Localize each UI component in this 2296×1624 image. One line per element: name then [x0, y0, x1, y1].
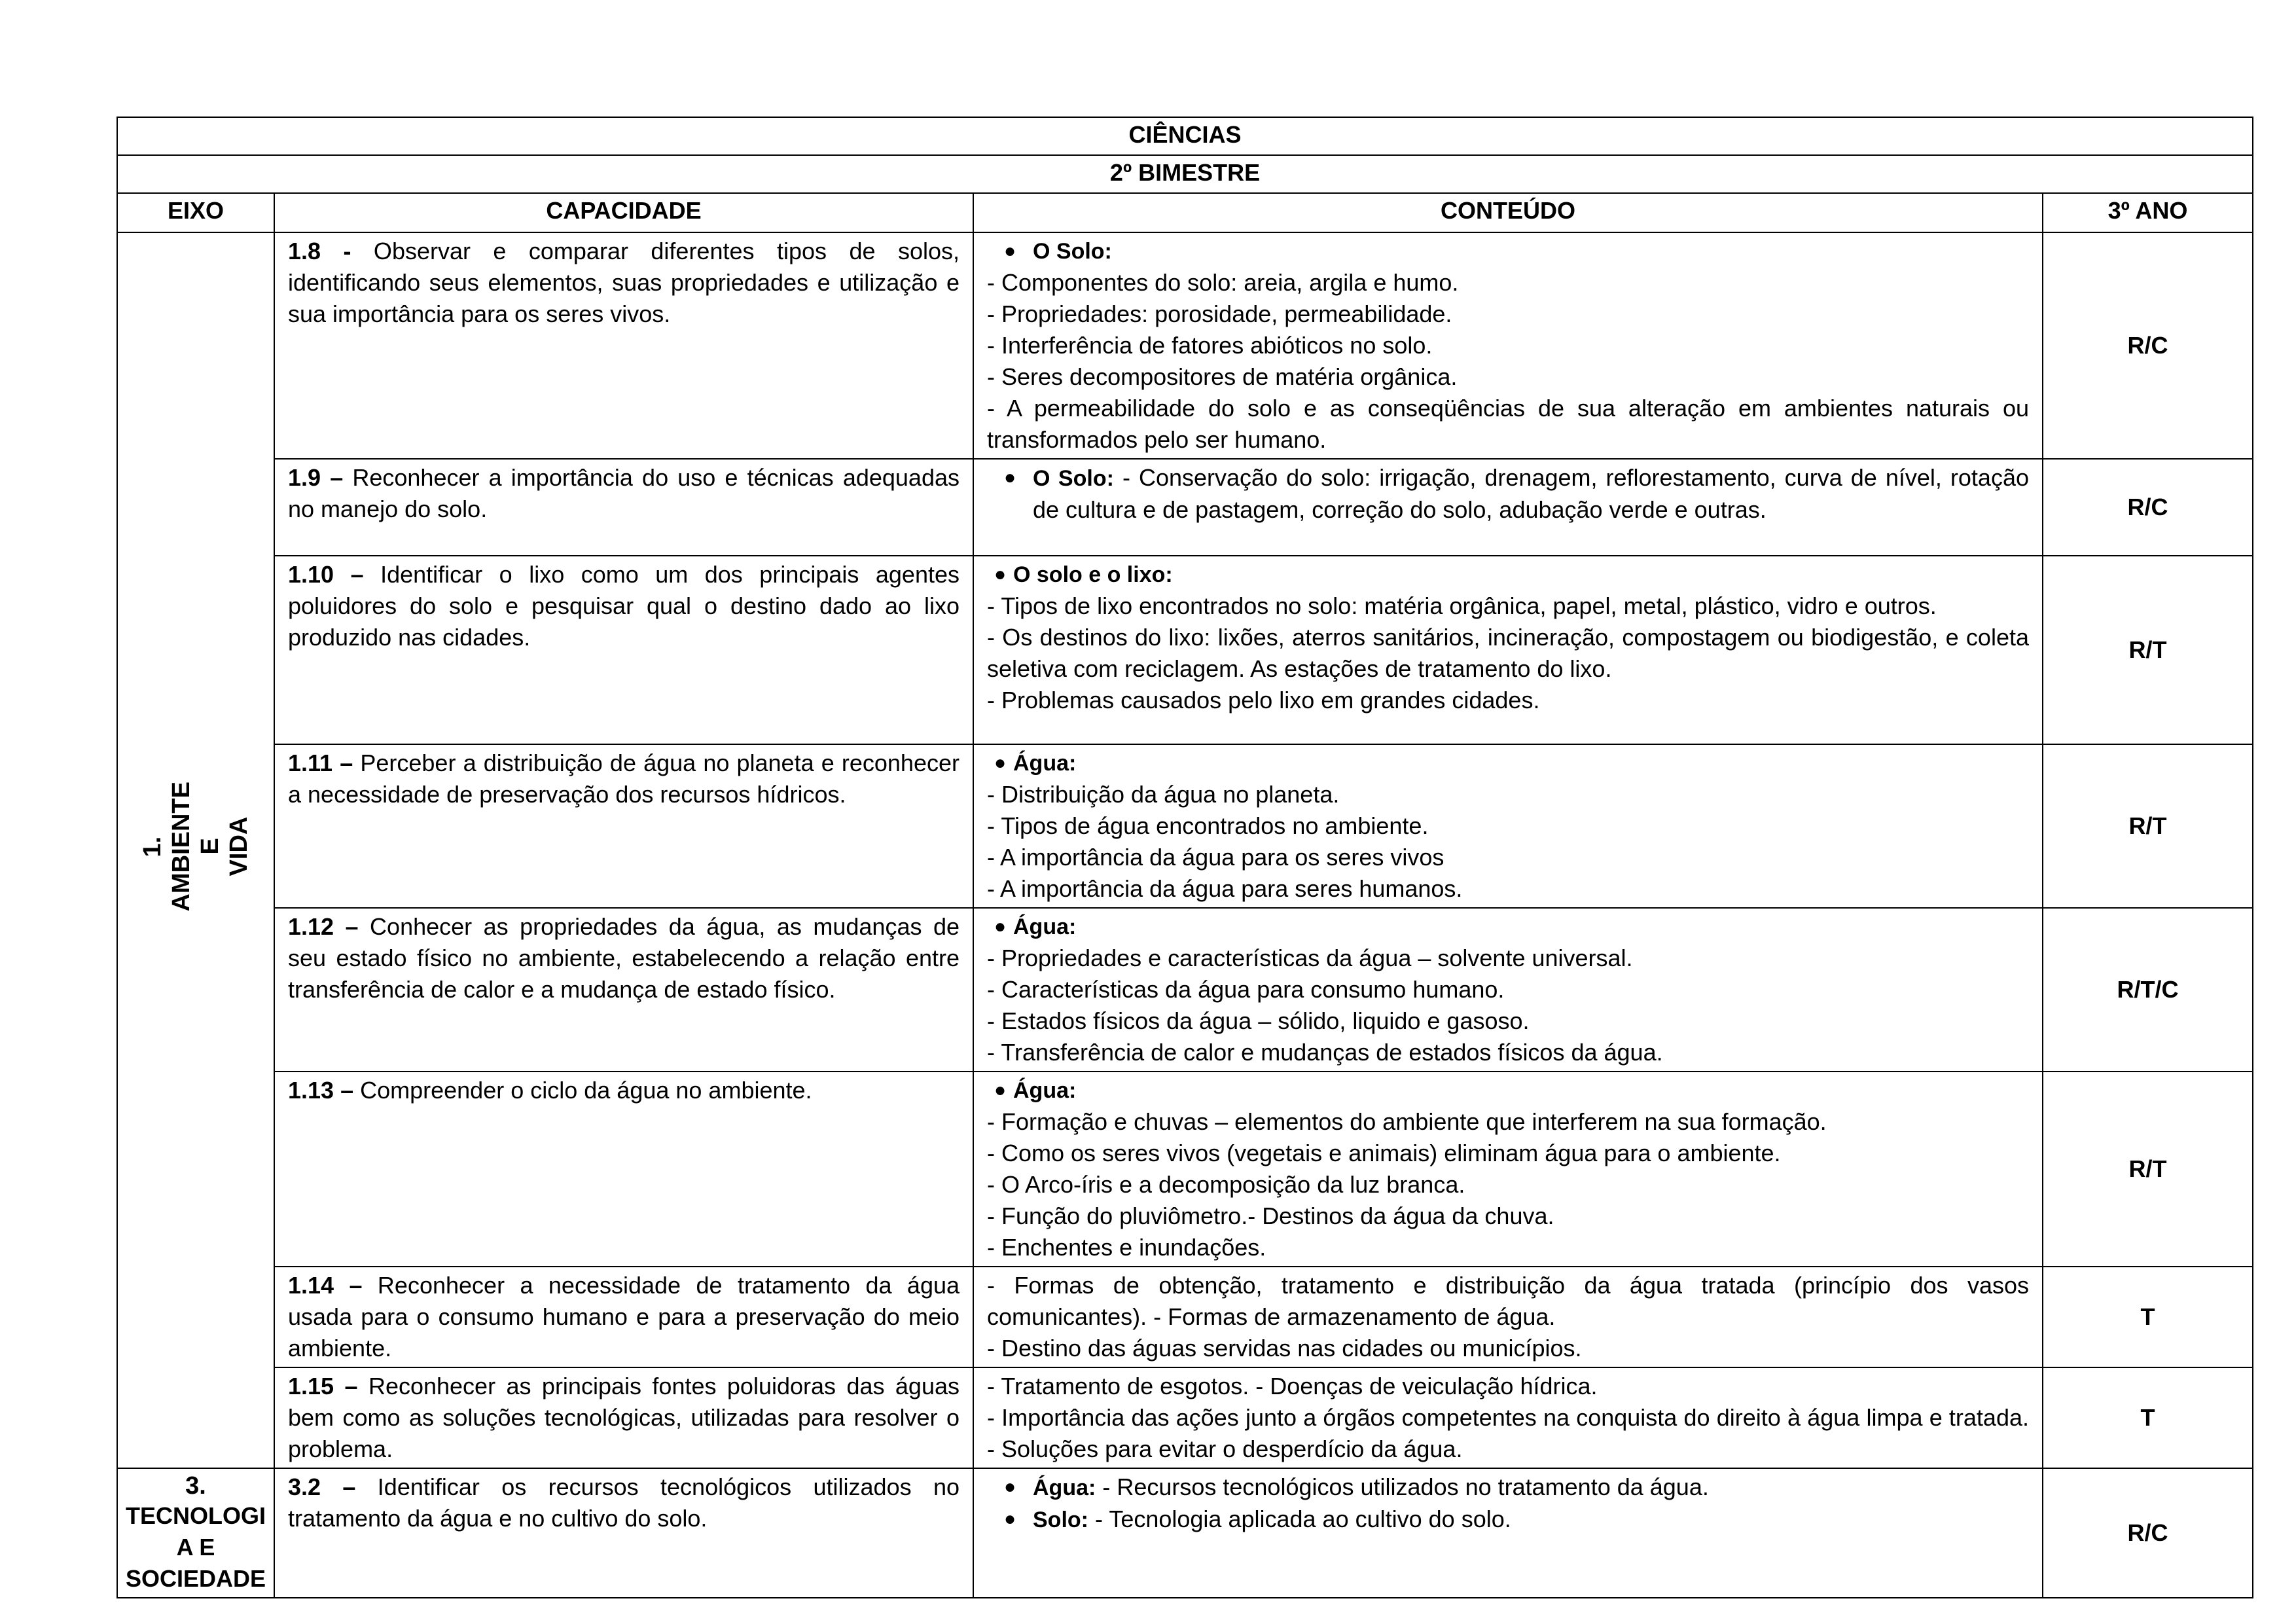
ano-cell: T — [2043, 1367, 2253, 1468]
eixo-cell-tecnologia-sociedade — [117, 1468, 274, 1598]
conteudo-line: - Componentes do solo: areia, argila e humo. — [987, 269, 1459, 296]
bullet-item — [987, 748, 2029, 779]
capacidade-code: 1.11 – — [288, 749, 353, 776]
conteudo-cell — [973, 1072, 2043, 1267]
capacidade-code: 1.14 – — [288, 1272, 363, 1299]
conteudo-line: - Tratamento de esgotos. - Doenças de veiculação hídrica. — [987, 1373, 1598, 1399]
bullet-label: O Solo: — [1033, 466, 1114, 491]
table-row — [117, 459, 2253, 556]
capacidade-code: 1.8 - — [288, 238, 351, 264]
conteudo-line: - Problemas causados pelo lixo em grandes cidades. — [987, 687, 1540, 713]
capacidade-text: Compreender o ciclo da água no ambiente. — [353, 1077, 812, 1104]
bullet-item — [987, 1471, 2029, 1504]
eixo-cell-ambiente-vida — [117, 232, 274, 1468]
ano-cell: R/T — [2043, 1072, 2253, 1267]
eixo-line: E — [196, 838, 224, 855]
capacidade-code: 3.2 – — [288, 1473, 356, 1500]
capacidade-code: 1.10 – — [288, 561, 364, 588]
conteudo-line: - Importância das ações junto a órgãos competentes na conquista do direito à água limpa e tratada. - Soluções para evitar o desperdício da água. — [987, 1404, 2029, 1462]
header-ano: 3º ANO — [2043, 193, 2253, 232]
capacidade-code: 1.9 – — [288, 464, 344, 491]
capacidade-cell — [274, 1468, 973, 1598]
bullet-label: Água: — [1013, 1078, 1077, 1103]
table-subtitle: 2º BIMESTRE — [117, 155, 2253, 193]
header-conteudo: CONTEÚDO — [973, 193, 2043, 232]
conteudo-line: - Destino das águas servidas nas cidades ou municípios. — [987, 1335, 1582, 1362]
eixo-number: 3. — [185, 1472, 206, 1500]
table-row — [117, 232, 2253, 459]
table-title: CIÊNCIAS — [117, 117, 2253, 155]
conteudo-cell — [973, 1468, 2043, 1598]
bullet-text: - Conservação do solo: irrigação, drenagem, reflorestamento, curva de nível, rotação de cultura e de pastagem, correção do solo, adubação verde e outras. — [1033, 464, 2029, 523]
bullet-text: - Recursos tecnológicos utilizados no tratamento da água. — [1096, 1473, 1709, 1500]
conteudo-cell — [973, 556, 2043, 744]
eixo-line: A E — [176, 1534, 215, 1561]
conteudo-line: - A importância da água para os seres vivos — [987, 844, 1444, 871]
bullet-label: O Solo: — [1033, 239, 1112, 264]
eixo-line: VIDA — [225, 816, 253, 876]
table-row — [117, 1267, 2253, 1367]
capacidade-cell — [274, 908, 973, 1072]
bullet-item — [987, 1504, 2029, 1536]
capacidade-cell — [274, 1267, 973, 1367]
conteudo-line: - Propriedades e características da água – solvente universal. — [987, 945, 1633, 971]
conteudo-line: - Características da água para consumo humano. — [987, 976, 1505, 1003]
conteudo-cell — [973, 459, 2043, 556]
bullet-dot-icon: ● — [1003, 240, 1016, 262]
header-eixo: EIXO — [117, 193, 274, 232]
bullet-dot-icon: ● — [994, 752, 1007, 774]
capacidade-cell — [274, 1367, 973, 1468]
ano-cell: R/T — [2043, 556, 2253, 744]
ano-cell: T — [2043, 1267, 2253, 1367]
conteudo-cell — [973, 1367, 2043, 1468]
conteudo-line: - Função do pluviômetro.- Destinos da água da chuva. — [987, 1202, 1554, 1229]
eixo-ambiente-vida-label — [138, 782, 253, 911]
capacidade-text: Identificar os recursos tecnológicos utilizados no tratamento da água e no cultivo do solo. — [288, 1473, 960, 1532]
capacidade-text: Observar e comparar diferentes tipos de solos, identificando seus elementos, suas propriedades e utilização e sua importância para os seres vivos. — [288, 238, 960, 327]
bullet-item — [987, 911, 2029, 943]
eixo-line: SOCIEDADE — [125, 1565, 266, 1592]
table-row — [117, 556, 2253, 744]
table-row — [117, 1468, 2253, 1598]
conteudo-line: - Enchentes e inundações. — [987, 1234, 1266, 1261]
bullet-label: Solo: — [1033, 1507, 1088, 1532]
capacidade-cell — [274, 556, 973, 744]
bullet-dot-icon: ● — [1003, 467, 1016, 488]
conteudo-line: - Estados físicos da água – sólido, liquido e gasoso. — [987, 1007, 1530, 1034]
table-row — [117, 1072, 2253, 1267]
curriculum-table — [117, 117, 2253, 1598]
bullet-dot-icon: ● — [994, 1079, 1007, 1101]
conteudo-line: - Interferência de fatores abióticos no solo. — [987, 332, 1433, 359]
conteudo-line: - A importância da água para seres humanos. — [987, 875, 1463, 902]
conteudo-line: - Propriedades: porosidade, permeabilidade. — [987, 300, 1452, 327]
ano-cell: R/C — [2043, 459, 2253, 556]
capacidade-text: Identificar o lixo como um dos principais agentes poluidores do solo e pesquisar qual o destino dado ao lixo produzido nas cidades. — [288, 561, 960, 651]
eixo-line: TECNOLOGI — [126, 1502, 266, 1529]
bullet-label: Água: — [1013, 751, 1077, 776]
capacidade-text: Reconhecer as principais fontes poluidoras das águas bem como as soluções tecnológicas, utilizadas para resolver o problema. — [288, 1373, 960, 1462]
capacidade-code: 1.12 – — [288, 913, 359, 940]
eixo-line: AMBIENTE — [168, 781, 195, 912]
conteudo-line: - Os destinos do lixo: lixões, aterros sanitários, incineração, compostagem ou biodigestão, e coleta seletiva com reciclagem. As estações de tratamento do lixo. — [987, 624, 2029, 682]
capacidade-cell — [274, 744, 973, 908]
capacidade-text: Perceber a distribuição de água no planeta e reconhecer a necessidade de preservação dos recursos hídricos. — [288, 749, 960, 808]
capacidade-cell — [274, 459, 973, 556]
bullet-label: Água: — [1033, 1475, 1096, 1500]
eixo-number: 1. — [139, 836, 166, 857]
bullet-dot-icon: ● — [1003, 1476, 1016, 1498]
table-row — [117, 744, 2253, 908]
conteudo-line: - Formação e chuvas – elementos do ambiente que interferem na sua formação. — [987, 1108, 1827, 1135]
conteudo-line: - A permeabilidade do solo e as conseqüências de sua alteração em ambientes naturais ou transformados pelo ser humano. — [987, 395, 2029, 453]
capacidade-text: Conhecer as propriedades da água, as mudanças de seu estado físico no ambiente, estabelecendo a relação entre transferência de calor e a mudança de estado físico. — [288, 913, 960, 1003]
capacidade-cell — [274, 1072, 973, 1267]
table-row — [117, 908, 2253, 1072]
conteudo-line: - Seres decompositores de matéria orgânica. — [987, 363, 1458, 390]
bullet-item — [987, 236, 2029, 267]
ano-cell: R/C — [2043, 1468, 2253, 1598]
conteudo-line: - Formas de obtenção, tratamento e distribuição da água tratada (princípio dos vasos comunicantes). - Formas de armazenamento de água. — [987, 1272, 2029, 1330]
capacidade-code: 1.13 – — [288, 1077, 354, 1104]
conteudo-line: - Tipos de água encontrados no ambiente. — [987, 812, 1429, 839]
bullet-label: O solo e o lixo: — [1013, 562, 1173, 587]
capacidade-code: 1.15 – — [288, 1373, 358, 1399]
ano-cell: R/C — [2043, 232, 2253, 459]
capacidade-text: Reconhecer a necessidade de tratamento da água usada para o consumo humano e para a preservação do meio ambiente. — [288, 1272, 960, 1362]
header-capacidade: CAPACIDADE — [274, 193, 973, 232]
conteudo-line: - Como os seres vivos (vegetais e animais) eliminam água para o ambiente. — [987, 1140, 1781, 1166]
conteudo-line: - Transferência de calor e mudanças de estados físicos da água. — [987, 1039, 1663, 1066]
ano-cell: R/T — [2043, 744, 2253, 908]
bullet-item — [987, 1075, 2029, 1106]
bullet-dot-icon: ● — [994, 916, 1007, 937]
conteudo-cell — [973, 232, 2043, 459]
conteudo-line: - Tipos de lixo encontrados no solo: matéria orgânica, papel, metal, plástico, vidro e outros. — [987, 592, 1937, 619]
conteudo-cell — [973, 744, 2043, 908]
conteudo-line: - O Arco-íris e a decomposição da luz branca. — [987, 1171, 1465, 1198]
bullet-item — [987, 559, 2029, 590]
conteudo-line: - Distribuição da água no planeta. — [987, 781, 1340, 808]
conteudo-cell — [973, 1267, 2043, 1367]
capacidade-cell — [274, 232, 973, 459]
ano-cell: R/T/C — [2043, 908, 2253, 1072]
table-row — [117, 1367, 2253, 1468]
capacidade-text: Reconhecer a importância do uso e técnicas adequadas no manejo do solo. — [288, 464, 960, 522]
bullet-dot-icon: ● — [1003, 1508, 1016, 1530]
conteudo-cell — [973, 908, 2043, 1072]
bullet-item — [987, 462, 2029, 526]
bullet-dot-icon: ● — [994, 564, 1007, 585]
bullet-text: - Tecnologia aplicada ao cultivo do solo. — [1088, 1506, 1511, 1532]
bullet-label: Água: — [1013, 914, 1077, 939]
